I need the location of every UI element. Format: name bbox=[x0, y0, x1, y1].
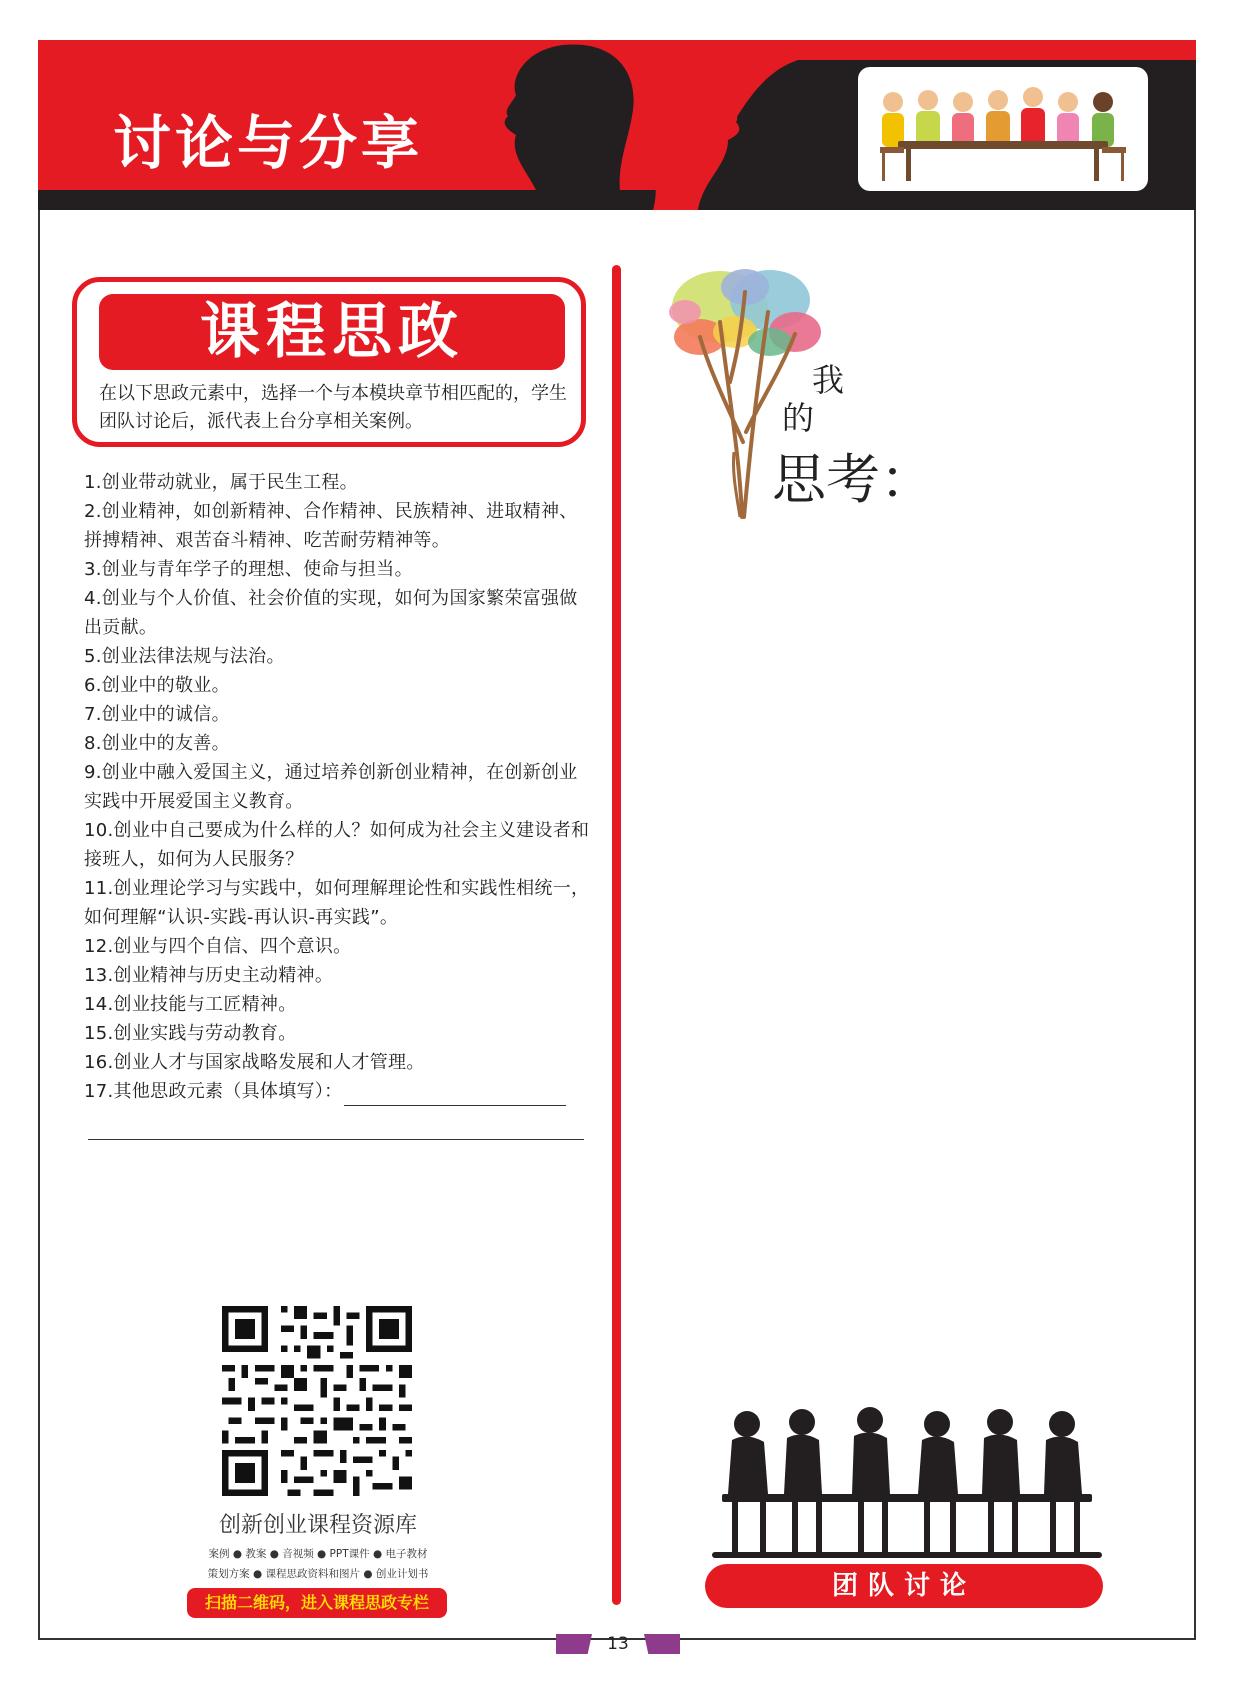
ideology-element-list bbox=[84, 468, 592, 1106]
reflection-label: 思考： bbox=[772, 448, 934, 511]
list-item: 13.创业精神与历史主动精神。 bbox=[84, 965, 334, 986]
team-discussion-badge: 团队讨论 bbox=[705, 1564, 1103, 1608]
other-element-label: 17.其他思政元素（具体填写）： bbox=[84, 1081, 343, 1102]
list-item: 8.创业中的友善。 bbox=[84, 733, 230, 754]
course-ideology-box bbox=[72, 277, 586, 447]
list-item: 1.创业带动就业，属于民生工程。 bbox=[84, 472, 358, 493]
people-at-table-illustration bbox=[858, 67, 1148, 191]
list-item: 3.创业与青年学子的理想、使命与担当。 bbox=[84, 559, 413, 580]
resource-list-line-1: 案例 ● 教案 ● 音视频 ● PPT课件 ● 电子教材 bbox=[208, 1548, 428, 1560]
list-item: 4.创业与个人价值、社会价值的实现，如何为国家繁荣富强做出贡献。 bbox=[84, 588, 578, 638]
team-meeting-silhouette-icon bbox=[702, 1402, 1112, 1562]
column-divider bbox=[612, 265, 621, 1605]
page-tab-right bbox=[644, 1634, 680, 1654]
qr-code-icon[interactable] bbox=[222, 1306, 412, 1496]
list-item: 15.创业实践与劳动教育。 bbox=[84, 1023, 297, 1044]
page-number-marker bbox=[556, 1632, 680, 1656]
resource-library-title: 创新创业课程资源库 bbox=[218, 1513, 417, 1538]
list-item: 7.创业中的诚信。 bbox=[84, 704, 230, 725]
list-item: 5.创业法律法规与法治。 bbox=[84, 646, 285, 667]
list-item: 11.创业理论学习与实践中，如何理解理论性和实践性相统一，如何理解“认识-实践-再认识-再实践”。 bbox=[84, 878, 590, 928]
team-meeting-illustration bbox=[702, 1402, 1112, 1562]
resource-list-line-2: 策划方案 ● 课程思政资料和图片 ● 创业计划书 bbox=[207, 1568, 429, 1580]
course-ideology-title: 课程思政 bbox=[200, 297, 464, 367]
reflection-char-2: 的 bbox=[782, 399, 815, 437]
list-item: 12.创业与四个自信、四个意识。 bbox=[84, 936, 352, 957]
course-ideology-instruction: 在以下思政元素中，选择一个与本模块章节相匹配的，学生团队讨论后，派代表上台分享相关案例。 bbox=[99, 383, 567, 432]
list-item: 9.创业中融入爱国主义，通过培养创新创业精神，在创新创业实践中开展爱国主义教育。 bbox=[84, 762, 578, 812]
page-tab-left bbox=[556, 1634, 592, 1654]
reflection-char-1: 我 bbox=[812, 361, 845, 399]
scan-qr-badge: 扫描二维码，进入课程思政专栏 bbox=[187, 1588, 447, 1618]
course-ideology-banner bbox=[99, 294, 565, 370]
list-item: 2.创业精神，如创新精神、合作精神、民族精神、进取精神、拼搏精神、艰苦奋斗精神、吃苦耐劳精神等。 bbox=[84, 501, 578, 551]
fill-in-line[interactable] bbox=[344, 1085, 566, 1106]
list-item: 16.创业人才与国家战略发展和人才管理。 bbox=[84, 1052, 425, 1073]
list-item: 10.创业中自己要成为什么样的人？如何成为社会主义建设者和接班人，如何为人民服务？ bbox=[84, 820, 590, 870]
header-banner bbox=[38, 40, 1196, 210]
list-item: 14.创业技能与工匠精神。 bbox=[84, 994, 297, 1015]
page-title: 讨论与分享 bbox=[113, 109, 424, 177]
fill-in-line-2[interactable] bbox=[88, 1139, 584, 1140]
qr-code-graphic bbox=[222, 1306, 412, 1496]
meeting-people-icon bbox=[858, 67, 1148, 191]
list-item: 6.创业中的敬业。 bbox=[84, 675, 230, 696]
page-number: 13 bbox=[607, 1634, 629, 1654]
list-item-other bbox=[84, 1077, 592, 1106]
